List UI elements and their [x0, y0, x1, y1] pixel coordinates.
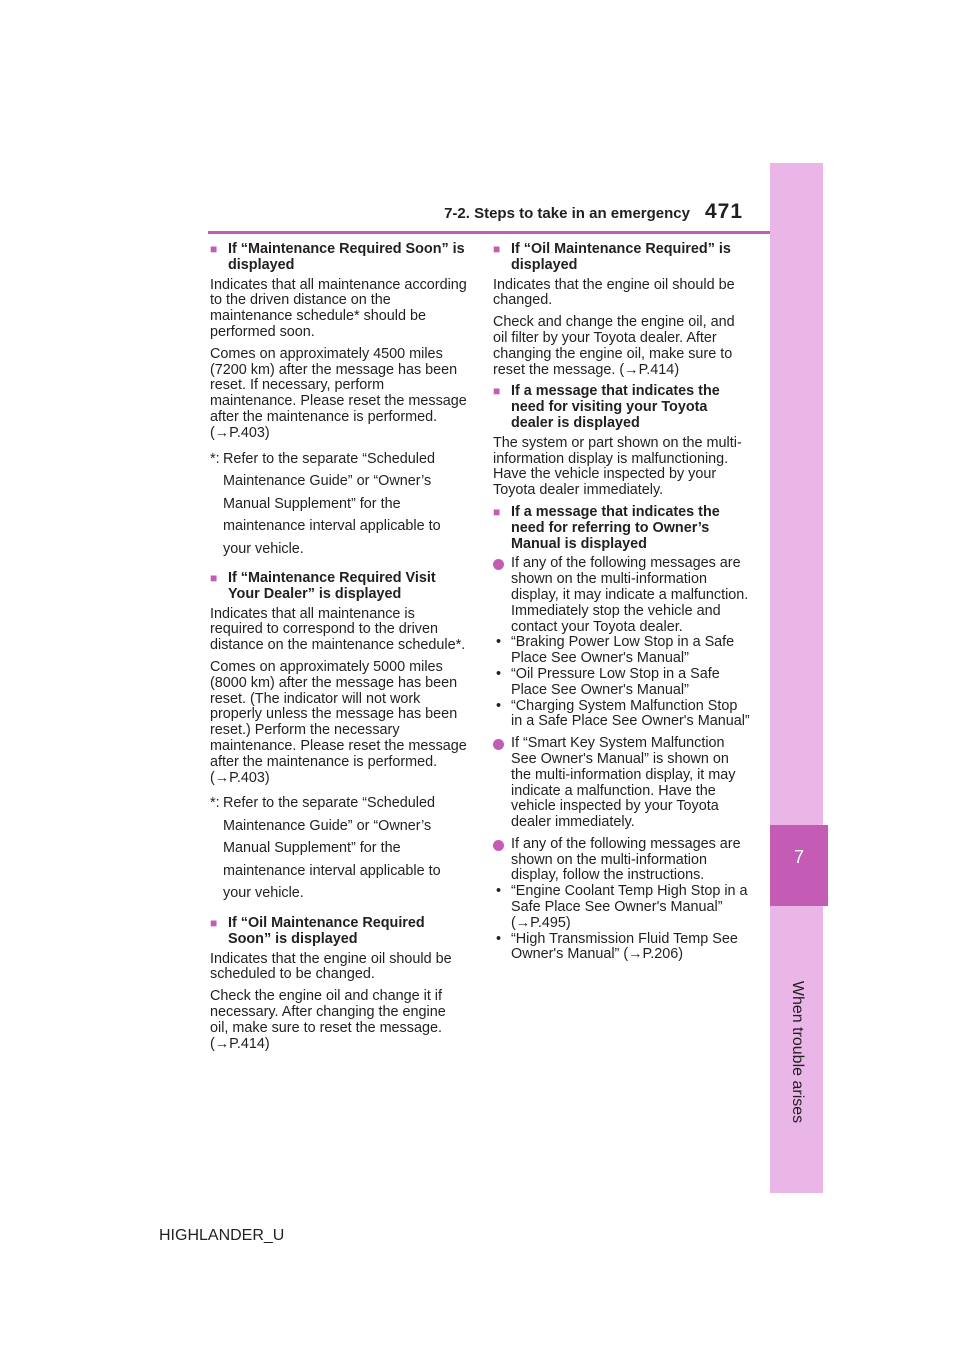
sub-list-item [493, 884, 751, 931]
bullet-text: If any of the following messages are shown on the multi-information display, it may indicate a malfunction. Immediately stop the vehicle and contact your Toyota dealer. [511, 555, 749, 635]
paragraph: Indicates that all maintenance according to the driven distance on the maintenance schedule* should be performed soon. [210, 276, 467, 340]
square-bullet-icon: ■ [493, 384, 501, 399]
paragraph: Indicates that the engine oil should be changed. [493, 276, 735, 309]
bullet-text: If “Smart Key System Malfunction See Owner's Manual” is shown on the multi-information display, it may indicate a malfunction. Have the vehicle inspected by your Toyota dealer immediately. [511, 735, 736, 831]
square-bullet-icon: ■ [493, 242, 501, 256]
sub-list-item [493, 699, 751, 731]
section-heading [493, 242, 751, 274]
heading-text: If “Maintenance Required Visit Your Dealer” is displayed [228, 570, 436, 602]
footer-model-code: HIGHLANDER_U [159, 1227, 285, 1244]
square-bullet-icon: ■ [210, 242, 218, 256]
dot-bullet-icon: • [496, 634, 502, 651]
footnote-mark: *: [210, 450, 220, 467]
sub-list-item [493, 667, 751, 699]
footnote-text: Refer to the separate “Scheduled Maintenance Guide” or “Owner’s Manual Supplement” for the maintenance interval applicable to your vehicle. [223, 450, 441, 557]
paragraph: Comes on approximately 5000 miles (8000 km) after the message has been reset. (The indicator will not work properly unless the message has been reset.) Perform the necessary maintenance. Please reset the message after the maintenance is performed. (→P.403) [210, 659, 467, 786]
paragraph: Indicates that the engine oil should be scheduled to be changed. [210, 950, 452, 983]
dot-bullet-icon: • [496, 883, 502, 900]
dot-bullet-icon: • [496, 930, 502, 947]
page-number: 471 [705, 200, 744, 223]
circle-bullet-icon [493, 559, 504, 570]
bullet-item [493, 556, 751, 635]
bullet-group [493, 556, 751, 730]
footnote [210, 448, 468, 561]
bullet-item [493, 736, 751, 831]
paragraph: Comes on approximately 4500 miles (7200 km) after the message has been reset. If necessary, perform maintenance. Please reset the message after the maintenance is performed. (→P.403) [210, 345, 467, 441]
bullet-group [493, 837, 751, 963]
paragraph: Indicates that all maintenance is required to correspond to the driven distance on the maintenance schedule*. [210, 605, 466, 654]
footnote-mark: *: [210, 795, 220, 812]
bullet-text: If any of the following messages are shown on the multi-information display, follow the instructions. [511, 835, 741, 884]
dot-bullet-icon: • [496, 665, 502, 682]
square-bullet-icon: ■ [210, 571, 218, 586]
dot-bullet-icon: • [496, 697, 502, 714]
circle-bullet-icon [493, 739, 504, 750]
heading-text: If a message that indicates the need for referring to Owner’s Manual is displayed [511, 503, 720, 552]
footnote [210, 792, 468, 905]
sub-list-text: “High Transmission Fluid Temp See Owner's Manual” (→P.206) [511, 930, 738, 963]
sub-list-text: “Oil Pressure Low Stop in a Safe Place See Owner's Manual” [511, 665, 720, 698]
chapter-title: When trouble arises [789, 980, 806, 1124]
section-heading [493, 384, 751, 431]
bullet-item [493, 837, 751, 884]
paragraph: The system or part shown on the multi-information display is malfunctioning. Have the vehicle inspected by your Toyota dealer immediately. [493, 434, 742, 499]
section-header: 7-2. Steps to take in an emergency [444, 205, 690, 222]
section-heading [493, 505, 751, 552]
square-bullet-icon: ■ [493, 504, 501, 519]
section-heading [210, 916, 468, 948]
paragraph: Check the engine oil and change it if necessary. After changing the engine oil, make sure to reset the message. (→P.414) [210, 988, 446, 1052]
heading-text: If a message that indicates the need for visiting your Toyota dealer is displayed [511, 383, 720, 431]
section-heading [210, 242, 468, 274]
heading-text: If “Oil Maintenance Required Soon” is displayed [228, 914, 425, 947]
heading-text: If “Maintenance Required Soon” is displayed [228, 241, 465, 273]
header-rule [208, 231, 770, 234]
footnote-text: Refer to the separate “Scheduled Maintenance Guide” or “Owner’s Manual Supplement” for the maintenance interval applicable to your vehicle. [223, 795, 441, 902]
sub-list-text: “Engine Coolant Temp High Stop in a Safe Place See Owner's Manual” (→P.495) [511, 883, 748, 931]
sub-list-text: “Braking Power Low Stop in a Safe Place See Owner's Manual” [511, 634, 735, 667]
paragraph: Check and change the engine oil, and oil filter by your Toyota dealer. After changing the engine oil, make sure to reset the message. (→P.414) [493, 314, 735, 378]
sub-list-text: “Charging System Malfunction Stop in a Safe Place See Owner's Manual” [511, 697, 750, 730]
square-bullet-icon: ■ [210, 915, 218, 930]
circle-bullet-icon [493, 840, 504, 851]
heading-text: If “Oil Maintenance Required” is displayed [511, 241, 731, 273]
chapter-number: 7 [793, 847, 804, 867]
sub-list-item [493, 932, 751, 964]
sub-list-item [493, 635, 751, 667]
right-column [493, 242, 751, 969]
left-column [210, 242, 468, 1058]
section-heading [210, 571, 468, 603]
